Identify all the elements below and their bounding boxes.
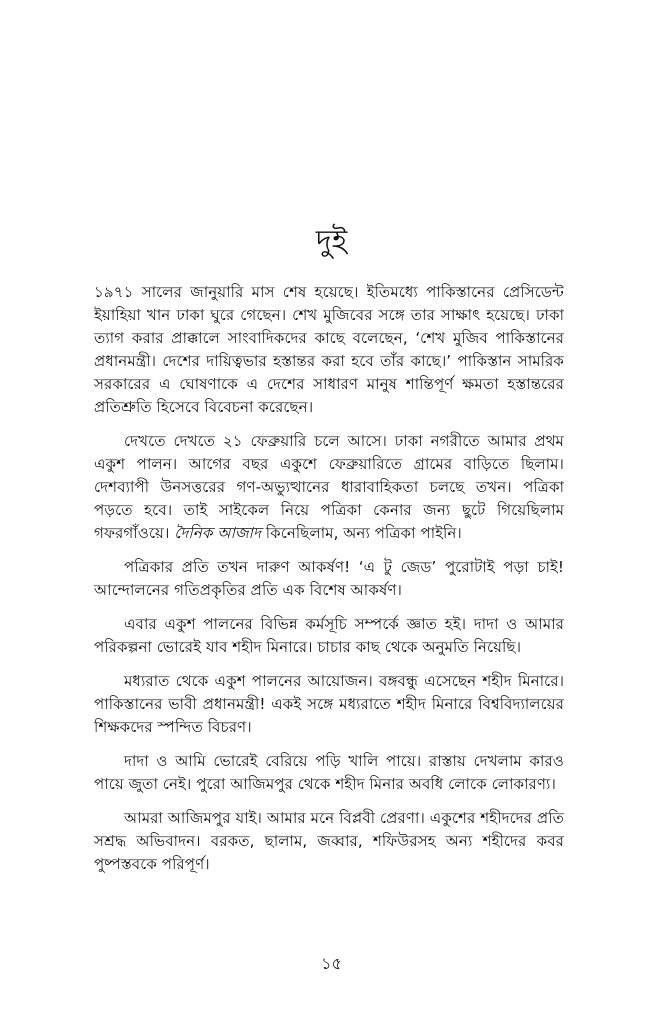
newspaper-name: দৈনিক আজাদ [174,524,261,542]
paragraph-6: দাদা ও আমি ভোরেই বেরিয়ে পড়ি খালি পায়ে। রাস্তায় দেখলাম কারও পায়ে জুতা নেই। পুরো আজিমপুর থেকে শহীদ মিনার অবধি লোকে লোকারণ্য। [94,752,564,793]
paragraph-2-text-a: দেখতে দেখতে ২১ ফেব্রুয়ারি চলে আসে। ঢাকা নগরীতে আমার প্রথম একুশ পালন। আগের বছর একুশে ফেব্রুয়ারিতে গ্রামের বাড়িতে ছিলাম। দেশব্যাপী উনসত্তরের গণ-অভ্যুত্থানের ধারাবাহিকতা চলছে তখন। পত্রিকা পড়তে হবে। তাই সাইকেল নিয়ে পত্রিকা কেনার জন্য ছুটে গিয়েছিলাম গফরগাঁওয়ে। [94,432,564,542]
body-text [94,281,564,887]
paragraph-2 [94,430,564,545]
paragraph-4: এবার একুশ পালনের বিভিন্ন কর্মসূচি সম্পর্কে জ্ঞাত হই। দাদা ও আমার পরিকল্পনা ভোরেই যাব শহীদ মিনারে। চাচার কাছ থেকে অনুমতি নিয়েছি। [94,615,564,656]
paragraph-7: আমরা আজিমপুর যাই। আমার মনে বিপ্লবী প্রেরণা। একুশের শহীদদের প্রতি সশ্রদ্ধ অভিবাদন। বরকত, ছালাম, জব্বার, শফিউরসহ অন্য শহীদের কবর পুষ্পস্তবকে পরিপূর্ণ। [94,809,564,873]
paragraph-3: পত্রিকার প্রতি তখন দারুণ আকর্ষণ! ‘এ টু জেড’ পুরোটাই পড়া চাই! আন্দোলনের গতিপ্রকৃতির প্রতি এক বিশেষ আকর্ষণ। [94,558,564,599]
paragraph-1: ১৯৭১ সালের জানুয়ারি মাস শেষ হয়েছে। ইতিমধ্যে পাকিস্তানের প্রেসিডেন্ট ইয়াহিয়া খান ঢাকা ঘুরে গেছেন। শেখ মুজিবের সঙ্গে তার সাক্ষাৎ হয়েছে। ঢাকা ত্যাগ করার প্রাক্কালে সাংবাদিকদের কাছে বলেছেন, ‘শেখ মুজিব পাকিস্তানের প্রধানমন্ত্রী। দেশের দায়িত্বভার হস্তান্তর করা হবে তাঁর কাছে।’ পাকিস্তান সামরিক সরকারের এ ঘোষণাকে এ দেশের সাধারণ মানুষ শান্তিপূর্ণ ক্ষমতা হস্তান্তরের প্রতিশ্রুতি হিসেবে বিবেচনা করেছেন। [94,283,564,416]
paragraph-2-text-b: কিনেছিলাম, অন্য পত্রিকা পাইনি। [265,524,462,542]
page-number: ১৫ [321,954,342,973]
paragraph-5: মধ্যরাত থেকে একুশ পালনের আয়োজন। বঙ্গবন্ধু এসেছেন শহীদ মিনারে। পাকিস্তানের ভাবী প্রধানমন্ত্রী! একই সঙ্গে মধ্যরাতে শহীদ মিনারে বিশ্ববিদ্যালয়ের শিক্ষকদের স্পন্দিত বিচরণ। [94,672,564,736]
chapter-title: দুই [315,224,348,259]
